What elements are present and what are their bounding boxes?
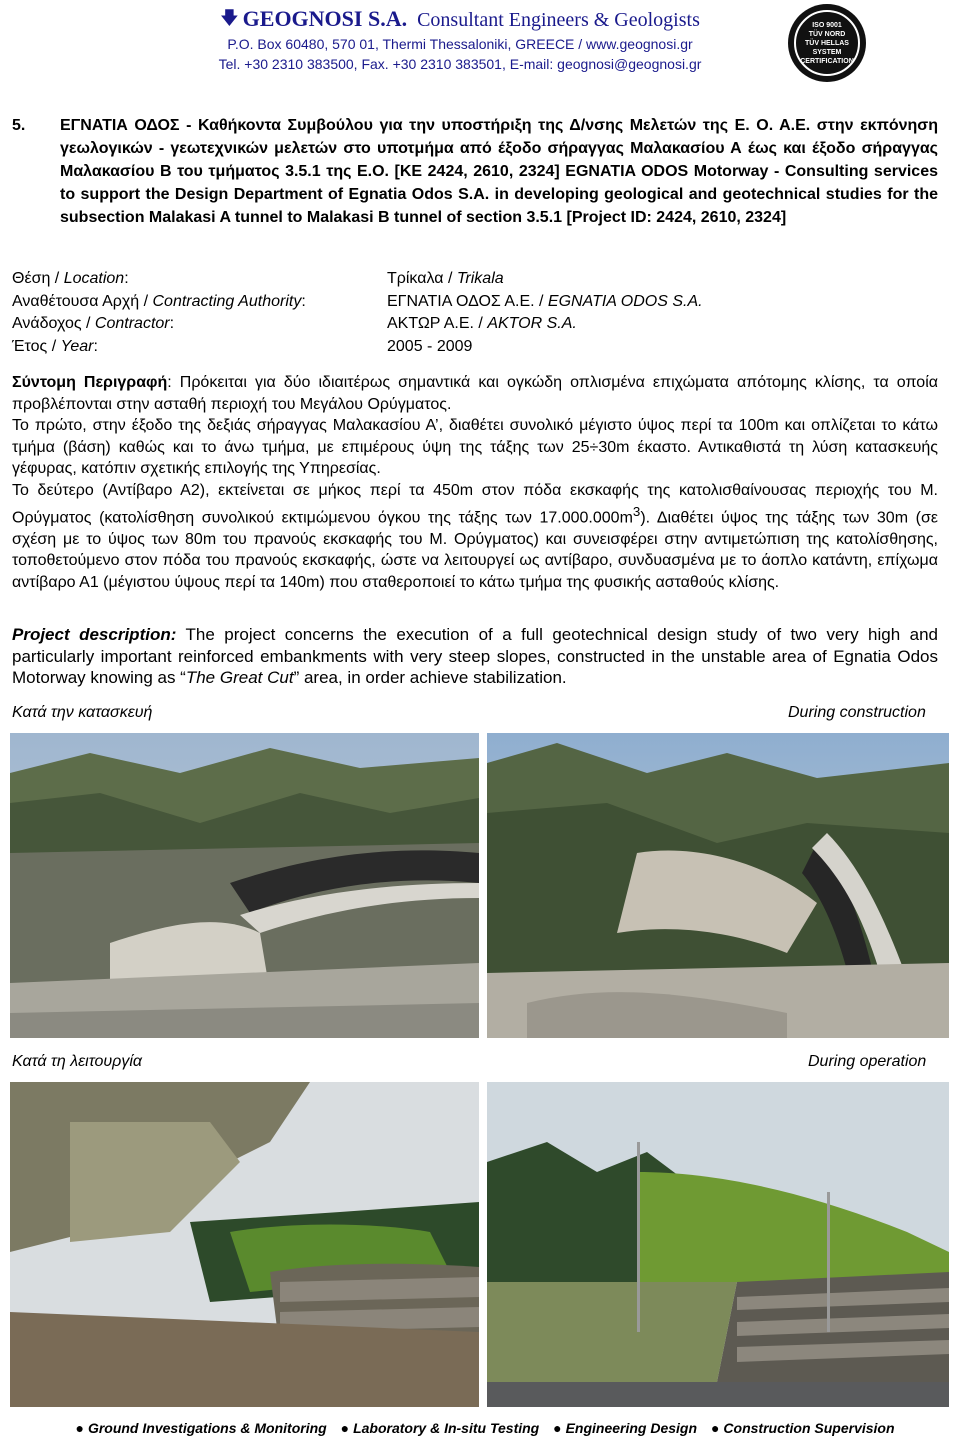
project-title	[12, 114, 938, 229]
bullet-icon: ●	[553, 1420, 562, 1436]
project-info	[12, 268, 912, 358]
superscript: 3	[632, 504, 641, 519]
letterhead-title	[180, 6, 740, 38]
authority-value-gr: ΕΓΝΑΤΙΑ ΟΔΟΣ Α.Ε. /	[387, 292, 548, 310]
year-value: 2005 - 2009	[387, 337, 473, 355]
footer-services	[0, 1420, 960, 1452]
description-en-text-1: The project concerns the execution of a full geotechnical design study of two very high and particularly important reinforced embankments with very steep slopes, constructed in the unstable area of Egnatia Odos Motorway knowing as “	[12, 625, 938, 687]
info-row-location	[12, 268, 912, 291]
year-label-en: Year	[60, 337, 94, 355]
location-label-gr: Θέση /	[12, 270, 64, 287]
bullet-icon: ●	[710, 1420, 720, 1436]
description-en-lead: Project description:	[12, 625, 177, 644]
contractor-value-gr: ΑΚΤΩΡ Α.Ε. /	[387, 315, 488, 332]
certification-badge-logo	[788, 4, 866, 82]
letterhead	[0, 0, 960, 80]
badge-text-2: TÜV NORD	[808, 30, 846, 38]
colon: :	[93, 337, 98, 355]
caption-construction-en: During construction	[788, 704, 926, 721]
company-tagline: Consultant Engineers & Geologists	[417, 9, 700, 31]
company-name: GEOGNOSI S.A.	[242, 6, 408, 31]
operation-photo-left	[10, 1082, 479, 1407]
description-greek	[12, 372, 938, 593]
description-gr-paragraph-2: Το πρώτο, στην έξοδο της δεξιάς σήραγγας Μαλακασίου Α’, διαθέτει συνολικό μέγιστο ύψος περί τα 100m και οπλίζεται το κάτω τμήμα (βάση) καθώς και το άνω τμήμα, με επιμέρους ύψη της τάξης των 25÷30m έκαστο. Αντικαθιστά τη λύση κατασκευής γέφυρας, κατόπιν σχετικής επιλογής της Υπηρεσίας.	[12, 417, 938, 477]
company-contact: Tel. +30 2310 383500, Fax. +30 2310 383501, E-mail: geognosi@geognosi.gr	[218, 56, 702, 72]
description-en-text-2: ” area, in order achieve stabilization.	[293, 668, 567, 687]
location-value-gr: Τρίκαλα /	[387, 270, 457, 287]
footer-item: Construction Supervision	[723, 1420, 895, 1436]
description-gr-paragraph-3	[12, 480, 938, 594]
authority-label-en: Contracting Authority	[152, 292, 302, 310]
authority-label-gr: Αναθέτουσα Αρχή /	[12, 292, 153, 310]
down-arrow-icon: 🡇	[220, 8, 239, 28]
project-title-text: ΕΓΝΑΤΙΑ ΟΔΟΣ - Καθήκοντα Συμβούλου για την υποστήριξη της Δ/νσης Μελετών της Ε. Ο. Α.Ε. στην εκπόνηση γεωλογικών - γεωτεχνικών μελετών στο υποτμήμα από έξοδο σήραγγας Μαλακασίου Α έως και έξοδο σήραγγας Μαλακασίου Β του τμήματος 3.5.1 της Ε.Ο. [ΚΕ 2424, 2610, 2324] EGNATIA ODOS Motorway - Consulting services to support the Design Department of Egnatia Odos S.A. in developing geological and geotechnical studies for the subsection Malakasi A tunnel to Malakasi B tunnel of section 3.5.1 [Project ID: 2424, 2610, 2324]	[60, 117, 938, 226]
company-address: P.O. Box 60480, 570 01, Thermi Thessaloniki, GREECE / www.geognosi.gr	[227, 36, 693, 52]
badge-text-1: ISO 9001	[812, 21, 842, 29]
bullet-icon: ●	[340, 1420, 350, 1436]
description-english	[12, 624, 938, 689]
project-number: 5.	[12, 117, 26, 134]
footer-item: Engineering Design	[565, 1420, 698, 1436]
authority-value-en: EGNATIA ODOS S.A.	[547, 292, 703, 310]
operation-photo-right	[487, 1082, 949, 1407]
info-row-authority	[12, 291, 912, 314]
footer-item: Laboratory & In-situ Testing	[353, 1420, 540, 1436]
caption-construction-gr: Κατά την κατασκευή	[12, 704, 153, 721]
caption-operation-en: During operation	[808, 1053, 927, 1070]
location-label-en: Location	[63, 270, 125, 287]
location-value-en: Trikala	[456, 270, 504, 287]
contractor-label-gr: Ανάδοχος /	[12, 315, 95, 332]
bullet-icon: ●	[75, 1420, 84, 1436]
footer-item: Ground Investigations & Monitoring	[87, 1420, 327, 1436]
description-gr-paragraph-1	[12, 372, 938, 415]
contractor-label-en: Contractor	[94, 315, 170, 332]
description-gr-text-3: Το δεύτερο (Αντίβαρο Α2), εκτείνεται σε μήκος περί τα 450m στον πόδα εκσκαφής της κατολισθαίνουσας περιοχής του Μ. Ορύγματος (κατολίσθηση συνολικού εκτιμώμενου όγκου της τάξης των 17.000.000m	[12, 481, 938, 527]
colon: :	[124, 270, 129, 287]
badge-text-3: TÜV HELLAS	[805, 39, 849, 47]
year-label-gr: Έτος /	[12, 337, 61, 355]
construction-photo-right	[487, 733, 949, 1038]
description-gr-lead: Σύντομη Περιγραφή	[12, 374, 168, 391]
description-gr-text-3-tail: ). Διαθέτει ύψος της τάξης των 30m (σε σχέση με το ύψος των 80m του πρανούς εκσκαφής του Μ. Ορύγματος) και συνεισφέρει στην αντιμετώπιση της κατολίσθησης, τοποθετούμενο στον πόδα του πρανούς εκσκαφής, ώστε να λειτουργεί ως αντίβαρο, συνδυασμένα με το άοπλο κατάντη, επίχωμα αντίβαρο Α1 (μέγιστου ύψους περί τα 140m) που σταθεροποιεί το κάτω τμήμα της φυσικής ασταθούς κλίσης.	[12, 509, 939, 591]
construction-photo-left	[10, 733, 479, 1038]
colon: :	[301, 292, 306, 310]
caption-operation-gr: Κατά τη λειτουργία	[12, 1053, 142, 1070]
colon: :	[169, 315, 175, 332]
info-row-year	[12, 336, 912, 359]
contractor-value-en: AKTOR S.A.	[487, 315, 577, 332]
info-row-contractor	[12, 313, 912, 336]
badge-text-4: SYSTEM CERTIFICATION	[800, 48, 854, 65]
description-en-italic: The Great Cut	[185, 668, 294, 687]
description-gr-text-1: : Πρόκειται για δύο ιδιαιτέρως σημαντικά και ογκώδη οπλισμένα επιχώματα απότομης κλίσης, τα οποία προβλέπονται στην ασταθή περιοχή του Μεγάλου Ορύγματος.	[12, 374, 938, 413]
